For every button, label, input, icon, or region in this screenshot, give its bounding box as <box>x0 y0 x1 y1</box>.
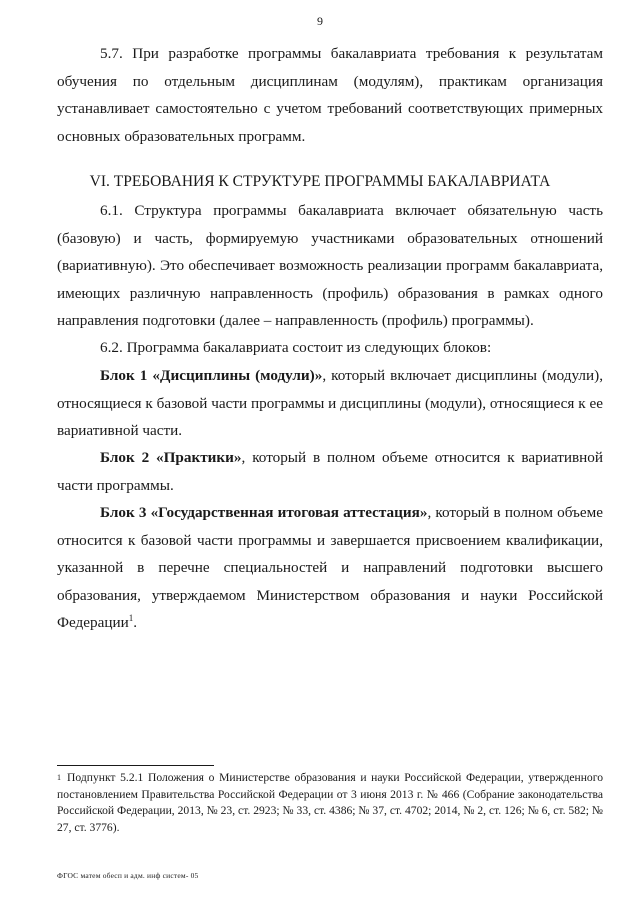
footnote-text: Подпункт 5.2.1 Положения о Министерстве образования и науки Российской Федерации, утвержденного постановлением Правительства Российской Федерации от 3 июня 2013 г. № 466 (Собрание законодательства Российской Федерации, 2013, № 23, ст. 2923; № 33, ст. 4386; № 37, ст. 4702; 2014, № 2, ст. 126; № 6, ст. 582; № 27, ст. 3776). <box>57 771 603 834</box>
block-3-end: . <box>133 614 138 632</box>
paragraph-6-2: 6.2. Программа бакалавриата состоит из следующих блоков: <box>100 339 492 356</box>
block-2-text: , который в полном объеме относится к вариативной части программы. <box>57 449 603 494</box>
block-3-text: , который в полном объеме относится к базовой части программы и завершается присвоением квалификации, указанной в перечне специальностей и направлений подготовки высшего образования, утверждаемом Министерством образования и науки Российской Федерации <box>57 504 603 632</box>
paragraph-block-2 <box>57 444 603 499</box>
paragraph-block-1 <box>57 362 603 445</box>
paragraph-6-1: 6.1. Структура программы бакалавриата включает обязательную часть (базовую) и часть, формируемую участниками образовательных отношений (вариативную). Это обеспечивает возможность реализации программ бакалавриата, имеющих различную направленность (профиль) образования в рамках одного направления подготовки (далее – направленность (профиль) программы). <box>57 202 603 330</box>
block-2-title: Блок 2 «Практики» <box>100 449 242 466</box>
block-1-title: Блок 1 «Дисциплины (модули)» <box>100 367 323 384</box>
page-number: 9 <box>317 14 323 28</box>
footnote-divider <box>57 765 214 766</box>
block-3-title: Блок 3 «Государственная итоговая аттестация» <box>100 504 428 521</box>
footnote <box>57 770 603 836</box>
block-1-text: , который включает дисциплины (модули), относящиеся к базовой части программы и дисциплины (модули), относящиеся к ее вариативной части. <box>57 367 603 440</box>
paragraph-5-7: 5.7. При разработке программы бакалавриата требования к результатам обучения по отдельным дисциплинам (модулям), практикам организация устанавливает самостоятельно с учетом требований соответствующих примерных основных образовательных программ. <box>57 45 603 145</box>
footnote-reference: 1 <box>128 613 134 624</box>
footnote-marker: 1 <box>57 773 61 782</box>
paragraph-block-3 <box>57 499 603 637</box>
section-heading: VI. ТРЕБОВАНИЯ К СТРУКТУРЕ ПРОГРАММЫ БАКАЛАВРИАТА <box>89 173 551 190</box>
document-code: ФГОС матем обесп и адм. инф систем- 05 <box>57 871 199 880</box>
